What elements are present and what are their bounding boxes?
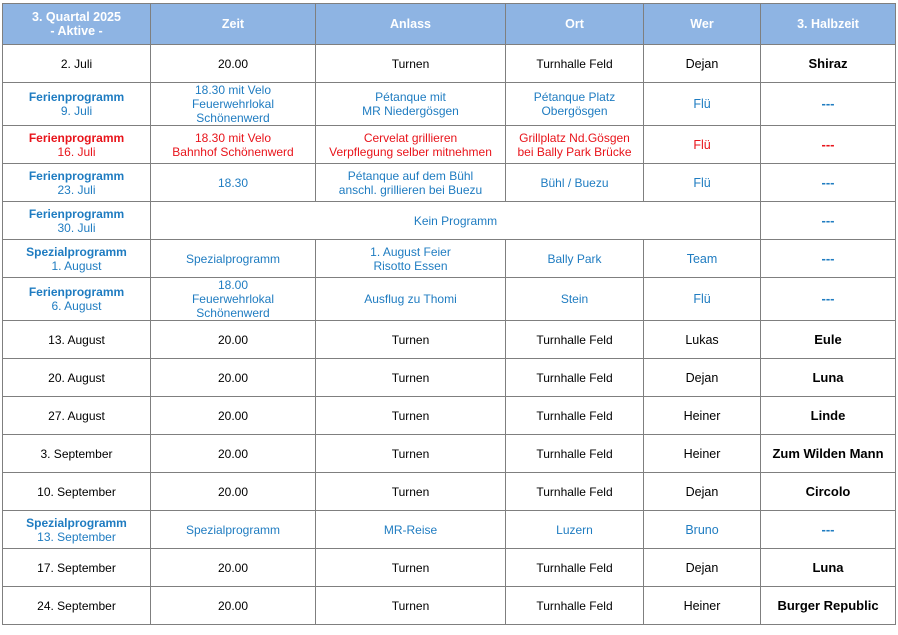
date-cell: 2. Juli — [3, 45, 151, 83]
wer-cell: Flü — [644, 278, 761, 321]
zeit-cell — [151, 83, 316, 126]
anlass-cell — [316, 83, 506, 126]
zeit-line: Bahnhof Schönenwerd — [172, 144, 294, 159]
halbzeit-cell: Burger Republic — [761, 587, 896, 625]
anlass-cell: MR-Reise — [316, 511, 506, 549]
anlass-line: MR Niedergösgen — [362, 104, 459, 118]
anlass-cell: Turnen — [316, 45, 506, 83]
ort-cell: Turnhalle Feld — [506, 549, 644, 587]
wer-cell: Heiner — [644, 587, 761, 625]
ort-cell: Turnhalle Feld — [506, 435, 644, 473]
wer-cell: Flü — [644, 83, 761, 126]
wer-cell: Dejan — [644, 549, 761, 587]
table-row — [3, 435, 896, 473]
anlass-line: Risotto Essen — [373, 258, 448, 273]
header-quarter-title: 3. Quartal 2025 — [32, 10, 121, 24]
date-cell — [3, 278, 151, 321]
ort-line: Grillplatz Nd.Gösgen — [519, 130, 630, 145]
ort-cell: Stein — [506, 278, 644, 321]
program-label: Ferienprogramm — [28, 90, 125, 104]
halbzeit-cell: Luna — [761, 359, 896, 397]
table-row — [3, 473, 896, 511]
anlass-line: Pétanque auf dem Bühl — [347, 168, 474, 183]
halbzeit-cell: --- — [761, 511, 896, 549]
program-label: Spezialprogramm — [26, 515, 127, 530]
date-label: 1. August — [51, 258, 102, 273]
wer-cell: Dejan — [644, 473, 761, 511]
anlass-cell — [316, 126, 506, 164]
zeit-line: Schönenwerd — [196, 306, 270, 320]
halbzeit-cell: --- — [761, 240, 896, 278]
anlass-cell: Turnen — [316, 549, 506, 587]
zeit-cell: 20.00 — [151, 45, 316, 83]
anlass-cell: Turnen — [316, 359, 506, 397]
table-row — [3, 164, 896, 202]
zeit-line: Feuerwehrlokal — [191, 292, 275, 306]
anlass-cell: Turnen — [316, 321, 506, 359]
zeit-line: Feuerwehrlokal — [191, 97, 275, 111]
table-row — [3, 549, 896, 587]
schedule-table — [2, 3, 896, 625]
ort-cell: Bally Park — [506, 240, 644, 278]
program-label: Ferienprogramm — [28, 206, 125, 221]
halbzeit-cell: Luna — [761, 549, 896, 587]
halbzeit-cell: --- — [761, 202, 896, 240]
halbzeit-cell: Circolo — [761, 473, 896, 511]
zeit-cell: 20.00 — [151, 397, 316, 435]
anlass-cell — [316, 164, 506, 202]
wer-cell: Heiner — [644, 435, 761, 473]
zeit-line: 18.30 mit Velo — [194, 83, 272, 97]
anlass-line: Verpflegung selber mitnehmen — [329, 144, 492, 159]
halbzeit-cell: Zum Wilden Mann — [761, 435, 896, 473]
date-cell — [3, 126, 151, 164]
header-zeit: Zeit — [151, 4, 316, 45]
ort-cell: Luzern — [506, 511, 644, 549]
date-label: 13. September — [37, 529, 116, 544]
halbzeit-cell: Eule — [761, 321, 896, 359]
date-cell: 3. September — [3, 435, 151, 473]
wer-cell: Dejan — [644, 45, 761, 83]
table-row — [3, 587, 896, 625]
anlass-cell — [316, 240, 506, 278]
anlass-line: Cervelat grillieren — [363, 130, 458, 145]
halbzeit-cell: Linde — [761, 397, 896, 435]
anlass-line: anschl. grillieren bei Buezu — [338, 182, 483, 197]
date-cell — [3, 240, 151, 278]
zeit-cell — [151, 126, 316, 164]
no-program-cell: Kein Programm — [151, 202, 761, 240]
zeit-cell: Spezialprogramm — [151, 511, 316, 549]
ort-cell — [506, 126, 644, 164]
anlass-cell: Ausflug zu Thomi — [316, 278, 506, 321]
zeit-cell: 20.00 — [151, 359, 316, 397]
date-cell: 10. September — [3, 473, 151, 511]
header-quarter-sub: - Aktive - — [50, 24, 103, 38]
date-label: 23. Juli — [57, 182, 96, 197]
wer-cell: Flü — [644, 126, 761, 164]
ort-line: Obergösgen — [541, 104, 608, 118]
table-row — [3, 359, 896, 397]
ort-cell: Bühl / Buezu — [506, 164, 644, 202]
header-anlass: Anlass — [316, 4, 506, 45]
table-row — [3, 45, 896, 83]
table-row — [3, 240, 896, 278]
anlass-line: Pétanque mit — [375, 90, 446, 104]
wer-cell: Bruno — [644, 511, 761, 549]
wer-cell: Lukas — [644, 321, 761, 359]
zeit-line: 18.30 mit Velo — [194, 130, 272, 145]
wer-cell: Heiner — [644, 397, 761, 435]
header-halbzeit: 3. Halbzeit — [761, 4, 896, 45]
ort-cell: Turnhalle Feld — [506, 397, 644, 435]
zeit-cell: 20.00 — [151, 549, 316, 587]
date-label: 9. Juli — [60, 104, 93, 118]
halbzeit-cell: --- — [761, 126, 896, 164]
date-cell: 24. September — [3, 587, 151, 625]
table-row — [3, 202, 896, 240]
table-row — [3, 278, 896, 321]
program-label: Ferienprogramm — [28, 130, 125, 145]
halbzeit-cell: --- — [761, 83, 896, 126]
ort-line: bei Bally Park Brücke — [517, 144, 632, 159]
header-wer: Wer — [644, 4, 761, 45]
date-cell — [3, 511, 151, 549]
anlass-cell: Turnen — [316, 435, 506, 473]
zeit-line: 18.00 — [217, 278, 249, 292]
halbzeit-cell: Shiraz — [761, 45, 896, 83]
table-row — [3, 83, 896, 126]
wer-cell: Team — [644, 240, 761, 278]
table-row — [3, 126, 896, 164]
ort-cell: Turnhalle Feld — [506, 321, 644, 359]
zeit-cell: 20.00 — [151, 587, 316, 625]
zeit-cell: 20.00 — [151, 321, 316, 359]
table-row — [3, 397, 896, 435]
date-cell: 17. September — [3, 549, 151, 587]
table-row — [3, 511, 896, 549]
halbzeit-cell: --- — [761, 278, 896, 321]
date-cell: 27. August — [3, 397, 151, 435]
ort-line: Pétanque Platz — [533, 90, 616, 104]
program-label: Spezialprogramm — [26, 244, 127, 259]
zeit-cell: 20.00 — [151, 473, 316, 511]
header-quarter — [3, 4, 151, 45]
anlass-cell: Turnen — [316, 473, 506, 511]
zeit-line: Schönenwerd — [196, 111, 270, 125]
date-cell — [3, 202, 151, 240]
halbzeit-cell: --- — [761, 164, 896, 202]
ort-cell: Turnhalle Feld — [506, 45, 644, 83]
date-cell: 13. August — [3, 321, 151, 359]
header-row — [3, 4, 896, 45]
date-label: 30. Juli — [57, 220, 96, 235]
table-row — [3, 321, 896, 359]
ort-cell: Turnhalle Feld — [506, 359, 644, 397]
zeit-cell: 20.00 — [151, 435, 316, 473]
ort-cell — [506, 83, 644, 126]
date-cell — [3, 164, 151, 202]
date-label: 6. August — [51, 299, 102, 313]
zeit-cell: Spezialprogramm — [151, 240, 316, 278]
wer-cell: Flü — [644, 164, 761, 202]
ort-cell: Turnhalle Feld — [506, 587, 644, 625]
date-cell: 20. August — [3, 359, 151, 397]
header-ort: Ort — [506, 4, 644, 45]
program-label: Ferienprogramm — [28, 168, 125, 183]
anlass-line: 1. August Feier — [370, 244, 451, 259]
ort-cell: Turnhalle Feld — [506, 473, 644, 511]
wer-cell: Dejan — [644, 359, 761, 397]
date-cell — [3, 83, 151, 126]
date-label: 16. Juli — [57, 144, 96, 159]
program-label: Ferienprogramm — [28, 285, 125, 299]
zeit-cell: 18.30 — [151, 164, 316, 202]
anlass-cell: Turnen — [316, 587, 506, 625]
zeit-cell — [151, 278, 316, 321]
anlass-cell: Turnen — [316, 397, 506, 435]
